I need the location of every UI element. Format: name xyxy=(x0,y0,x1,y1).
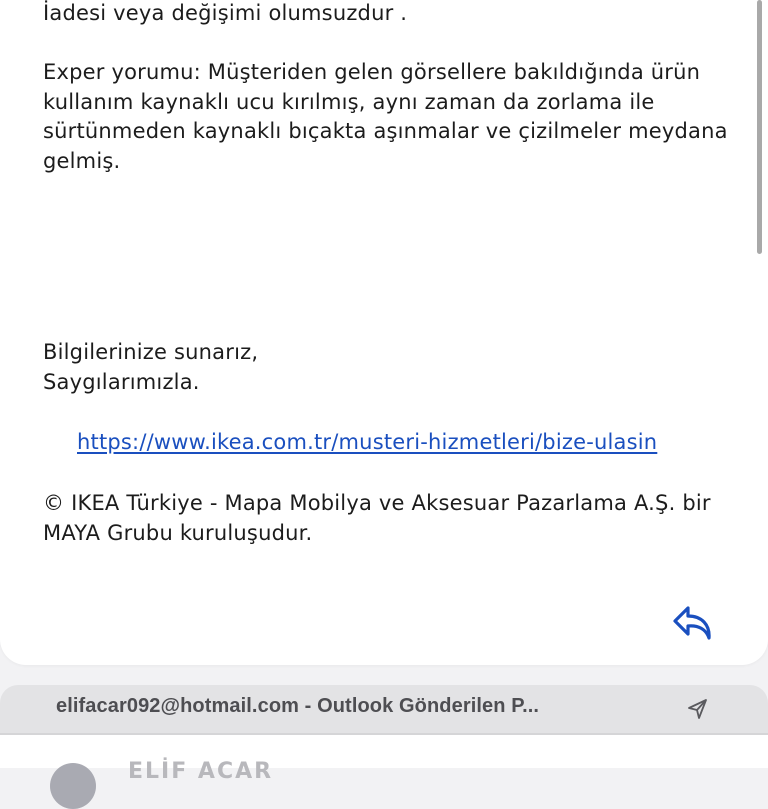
return-status-text: İadesi veya değişimi olumsuzdur . xyxy=(43,1,408,25)
reply-button[interactable] xyxy=(668,600,718,646)
sender-name: ELİF ACAR xyxy=(128,759,274,784)
scrollbar[interactable] xyxy=(757,0,762,254)
next-message-preview[interactable] xyxy=(0,735,768,784)
expert-comment-text: Exper yorumu: Müşteriden gelen görsellere bakıldığında ürün kullanım kaynaklı ucu kırılmış, aynı zaman da zorlama ile sürtünmeden kaynaklı bıçakta aşınmalar ve çizilmeler meydana gelmiş. xyxy=(43,60,728,173)
thread-title: elifacar092@hotmail.com - Outlook Gönderilen P... xyxy=(56,695,540,717)
closing-line-2: Saygılarımızla. xyxy=(43,369,200,394)
thread-header[interactable] xyxy=(0,685,768,735)
send-paper-plane-icon xyxy=(686,697,710,721)
copyright-text: © IKEA Türkiye - Mapa Mobilya ve Aksesuar Pazarlama A.Ş. bir MAYA Grubu kuruluşudur. xyxy=(43,491,711,545)
closing-line-1: Bilgilerinize sunarız, xyxy=(43,340,259,364)
reply-arrow-icon xyxy=(671,603,715,643)
contact-link[interactable]: https://www.ikea.com.tr/musteri-hizmetleri/bize-ulasin xyxy=(77,430,658,454)
avatar xyxy=(50,763,96,809)
closing-block xyxy=(43,338,258,397)
contact-link-line xyxy=(43,428,733,458)
